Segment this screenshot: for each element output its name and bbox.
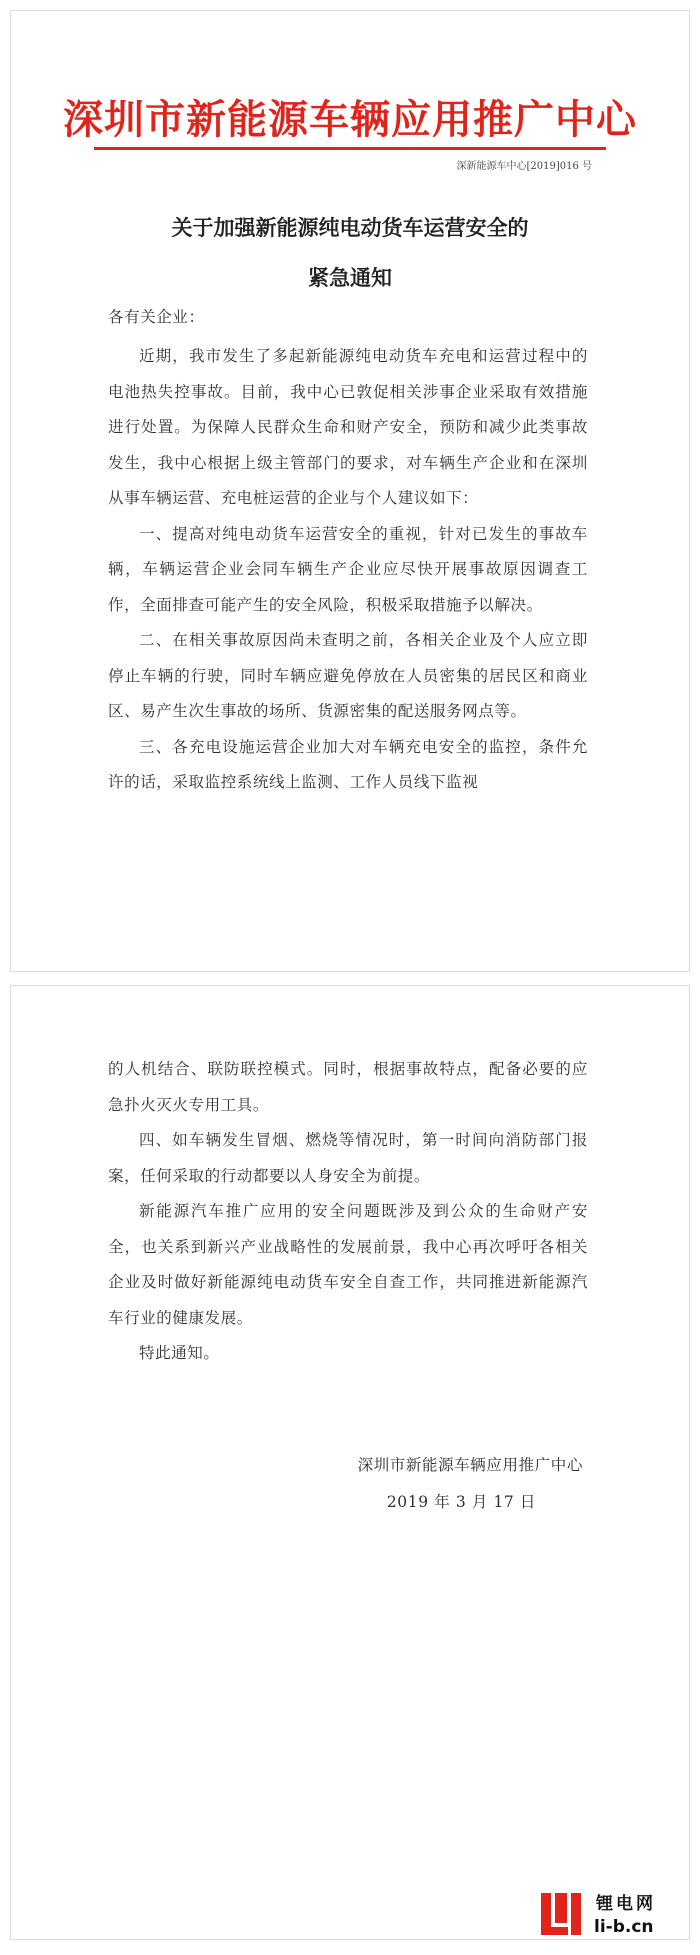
paragraph: 近期，我市发生了多起新能源纯电动货车充电和运营过程中的电池热失控事故。目前，我中心已敦促相关涉事企业采取有效措施进行处置。为保障人民群众生命和财产安全，预防和减少此类事故发生，我中心根据上级主管部门的要求，对车辆生产企业和在深圳从事车辆运营、充电桩运营的企业与个人建议如下： (108, 347, 588, 507)
paragraph-continuation: 的人机结合、联防联控模式。同时，根据事故特点，配备必要的应急扑火灭火专用工具。 (108, 1060, 588, 1114)
paragraph: 一、提高对纯电动货车运营安全的重视，针对已发生的事故车辆，车辆运营企业会同车辆生产企业应尽快开展事故原因调查工作，全面排查可能产生的安全风险，积极采取措施予以解决。 (108, 524, 588, 614)
paragraph: 特此通知。 (139, 1344, 220, 1362)
page-2-body (108, 1052, 588, 1372)
li-logo-icon (538, 1889, 584, 1939)
site-watermark (538, 1887, 688, 1945)
document-number: 深新能源车中心[2019]016 号 (456, 161, 592, 172)
page-1-body (108, 339, 588, 919)
paragraph: 二、在相关事故原因尚未查明之前，各相关企业及个人应立即停止车辆的行驶，同时车辆应避免停放在人员密集的居民区和商业区、易产生次生事故的场所、货源密集的配送服务网点等。 (108, 631, 588, 720)
signature-org: 深圳市新能源车辆应用推广中心 (357, 1456, 583, 1474)
paragraph: 四、如车辆发生冒烟、燃烧等情况时，第一时间向消防部门报案，任何采取的行动都要以人身安全为前提。 (108, 1131, 588, 1185)
notice-title-line-2: 紧急通知 (308, 266, 392, 290)
watermark-name: 锂电网 (596, 1894, 656, 1914)
salutation: 各有关企业： (108, 308, 205, 326)
notice-title-line-1: 关于加强新能源纯电动货车运营安全的 (171, 216, 529, 240)
letterhead-red-rule (94, 147, 606, 150)
signature-date: 2019 年 3 月 17 日 (386, 1493, 536, 1511)
paragraph: 新能源汽车推广应用的安全问题既涉及到公众的生命财产安全，也关系到新兴产业战略性的发展前景，我中心再次呼吁各相关企业及时做好新能源纯电动货车安全自查工作，共同推进新能源汽车行业的健康发展。 (108, 1202, 588, 1327)
paragraph: 三、各充电设施运营企业加大对车辆充电安全的监控，条件允许的话，采取监控系统线上监测、工作人员线下监视 (108, 737, 588, 791)
watermark-domain: li-b.cn (594, 1917, 654, 1937)
letterhead-org-name: 深圳市新能源车辆应用推广中心 (63, 96, 637, 143)
